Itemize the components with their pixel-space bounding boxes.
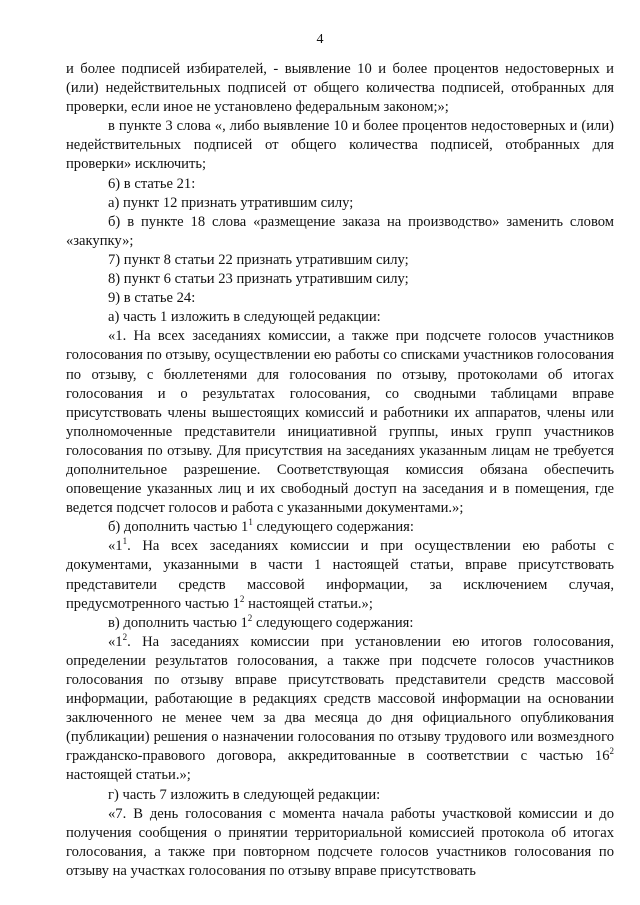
paragraph-text: 8) пункт 6 статьи 23 признать утратившим силу; — [108, 271, 409, 288]
paragraph-text: 7) пункт 8 статьи 22 признать утратившим силу; — [108, 251, 409, 268]
paragraph-p4 — [66, 213, 614, 251]
paragraph-text: . На всех заседаниях комиссии и при осуществлении ею работы с документами, указанными в части 1 настоящей статьи, вправе присутствовать представители средств массовой информации, за исключением случая, предусмотренного частью 1 — [66, 538, 614, 612]
document-body — [66, 60, 614, 881]
paragraph-text: в пункте 3 слова «, либо выявление 10 и более процентов недостоверных и (или) недействительных подписей от общего количества подписей, отобранных для проверки» исключить; — [66, 118, 614, 173]
paragraph-p15 — [66, 805, 614, 881]
paragraph-text: следующего содержания: — [252, 614, 414, 631]
paragraph-text: г) часть 7 изложить в следующей редакции: — [108, 786, 381, 803]
paragraph-p8 — [66, 308, 614, 327]
paragraph-text: а) часть 1 изложить в следующей редакции: — [108, 309, 381, 326]
superscript-index: 1 — [248, 517, 253, 528]
paragraph-p0 — [66, 60, 614, 117]
paragraph-p10 — [66, 518, 614, 537]
superscript-index: 2 — [239, 593, 245, 604]
paragraph-text: следующего содержания: — [252, 519, 414, 536]
paragraph-text: б) в пункте 18 слова «размещение заказа на производство» заменить словом «закупку»; — [66, 213, 614, 249]
paragraph-p9 — [66, 327, 614, 518]
superscript-index: 2 — [609, 746, 614, 757]
paragraph-p12 — [66, 614, 614, 633]
paragraph-text: «1 — [108, 633, 123, 650]
superscript-index: 2 — [122, 631, 128, 642]
paragraph-text: «1. На всех заседаниях комиссии, а также при подсчете голосов участников голосования по отзыву, осуществлении ею работы со списками участников голосования по отзыву, с бюллетенями для голосования по отзыву, протоколами об итогах голосования и о результатах голосования, со сводными таблицами вправе присутствовать члены вышестоящих комиссий и работники их аппаратов, члены или уполномоченные представители инициативной группы, иных групп участников голосования по отзыву. Для присутствия на заседаниях указанным лицам не требуется дополнительное разрешение. Соответствующая комиссия обязана обеспечить оповещение указанных лиц и их свободный доступ на заседания и в помещения, где ведется подсчет голосов и работа с указанными документами.»; — [66, 328, 614, 517]
paragraph-p6 — [66, 270, 614, 289]
page-number: 4 — [316, 32, 324, 47]
paragraph-text: и более подписей избирателей, - выявление 10 и более процентов недостоверных и (или) недействительных подписей от общего количества подписей, отобранных для проверки, если иное не установлено федеральным законом;»; — [66, 61, 614, 116]
paragraph-text: «1 — [108, 538, 123, 555]
paragraph-text: в) дополнить частью 1 — [108, 614, 248, 631]
paragraph-p1 — [66, 117, 614, 174]
superscript-index: 2 — [247, 612, 253, 623]
paragraph-p13 — [66, 633, 614, 786]
paragraph-text: 6) в статье 21: — [108, 175, 196, 192]
superscript-index: 1 — [122, 536, 128, 547]
paragraph-text: 9) в статье 24: — [108, 290, 196, 307]
paragraph-text: б) дополнить частью 1 — [108, 519, 249, 536]
paragraph-text: настоящей статьи.»; — [66, 767, 191, 784]
paragraph-p2 — [66, 175, 614, 194]
paragraph-p14 — [66, 786, 614, 805]
paragraph-text: настоящей статьи.»; — [244, 595, 373, 612]
paragraph-p5 — [66, 251, 614, 270]
paragraph-text: «7. В день голосования с момента начала работы участковой комиссии и до получения сообщения о принятии территориальной комиссией протокола об итогах голосования, а также при повторном подсчете голосов участников голосования по отзыву на участках голосования по отзыву вправе присутствовать — [66, 805, 614, 879]
paragraph-p7 — [66, 289, 614, 308]
paragraph-text: а) пункт 12 признать утратившим силу; — [108, 194, 354, 211]
paragraph-p3 — [66, 194, 614, 213]
paragraph-text: . На заседаниях комиссии при установлении ею итогов голосования, определении результатов голосования, а также при подсчете голосов участников голосования по отзыву вправе присутствовать представители средств массовой информации, работающие в редакциях средств массовой информации на основании заключенного не менее чем за два месяца до дня официального опубликования (публикации) решения о назначении голосования по отзыву трудового или возмездного гражданско-правового договора, аккредитованные в соответствии с частью 16 — [66, 633, 614, 765]
paragraph-p11 — [66, 537, 614, 613]
